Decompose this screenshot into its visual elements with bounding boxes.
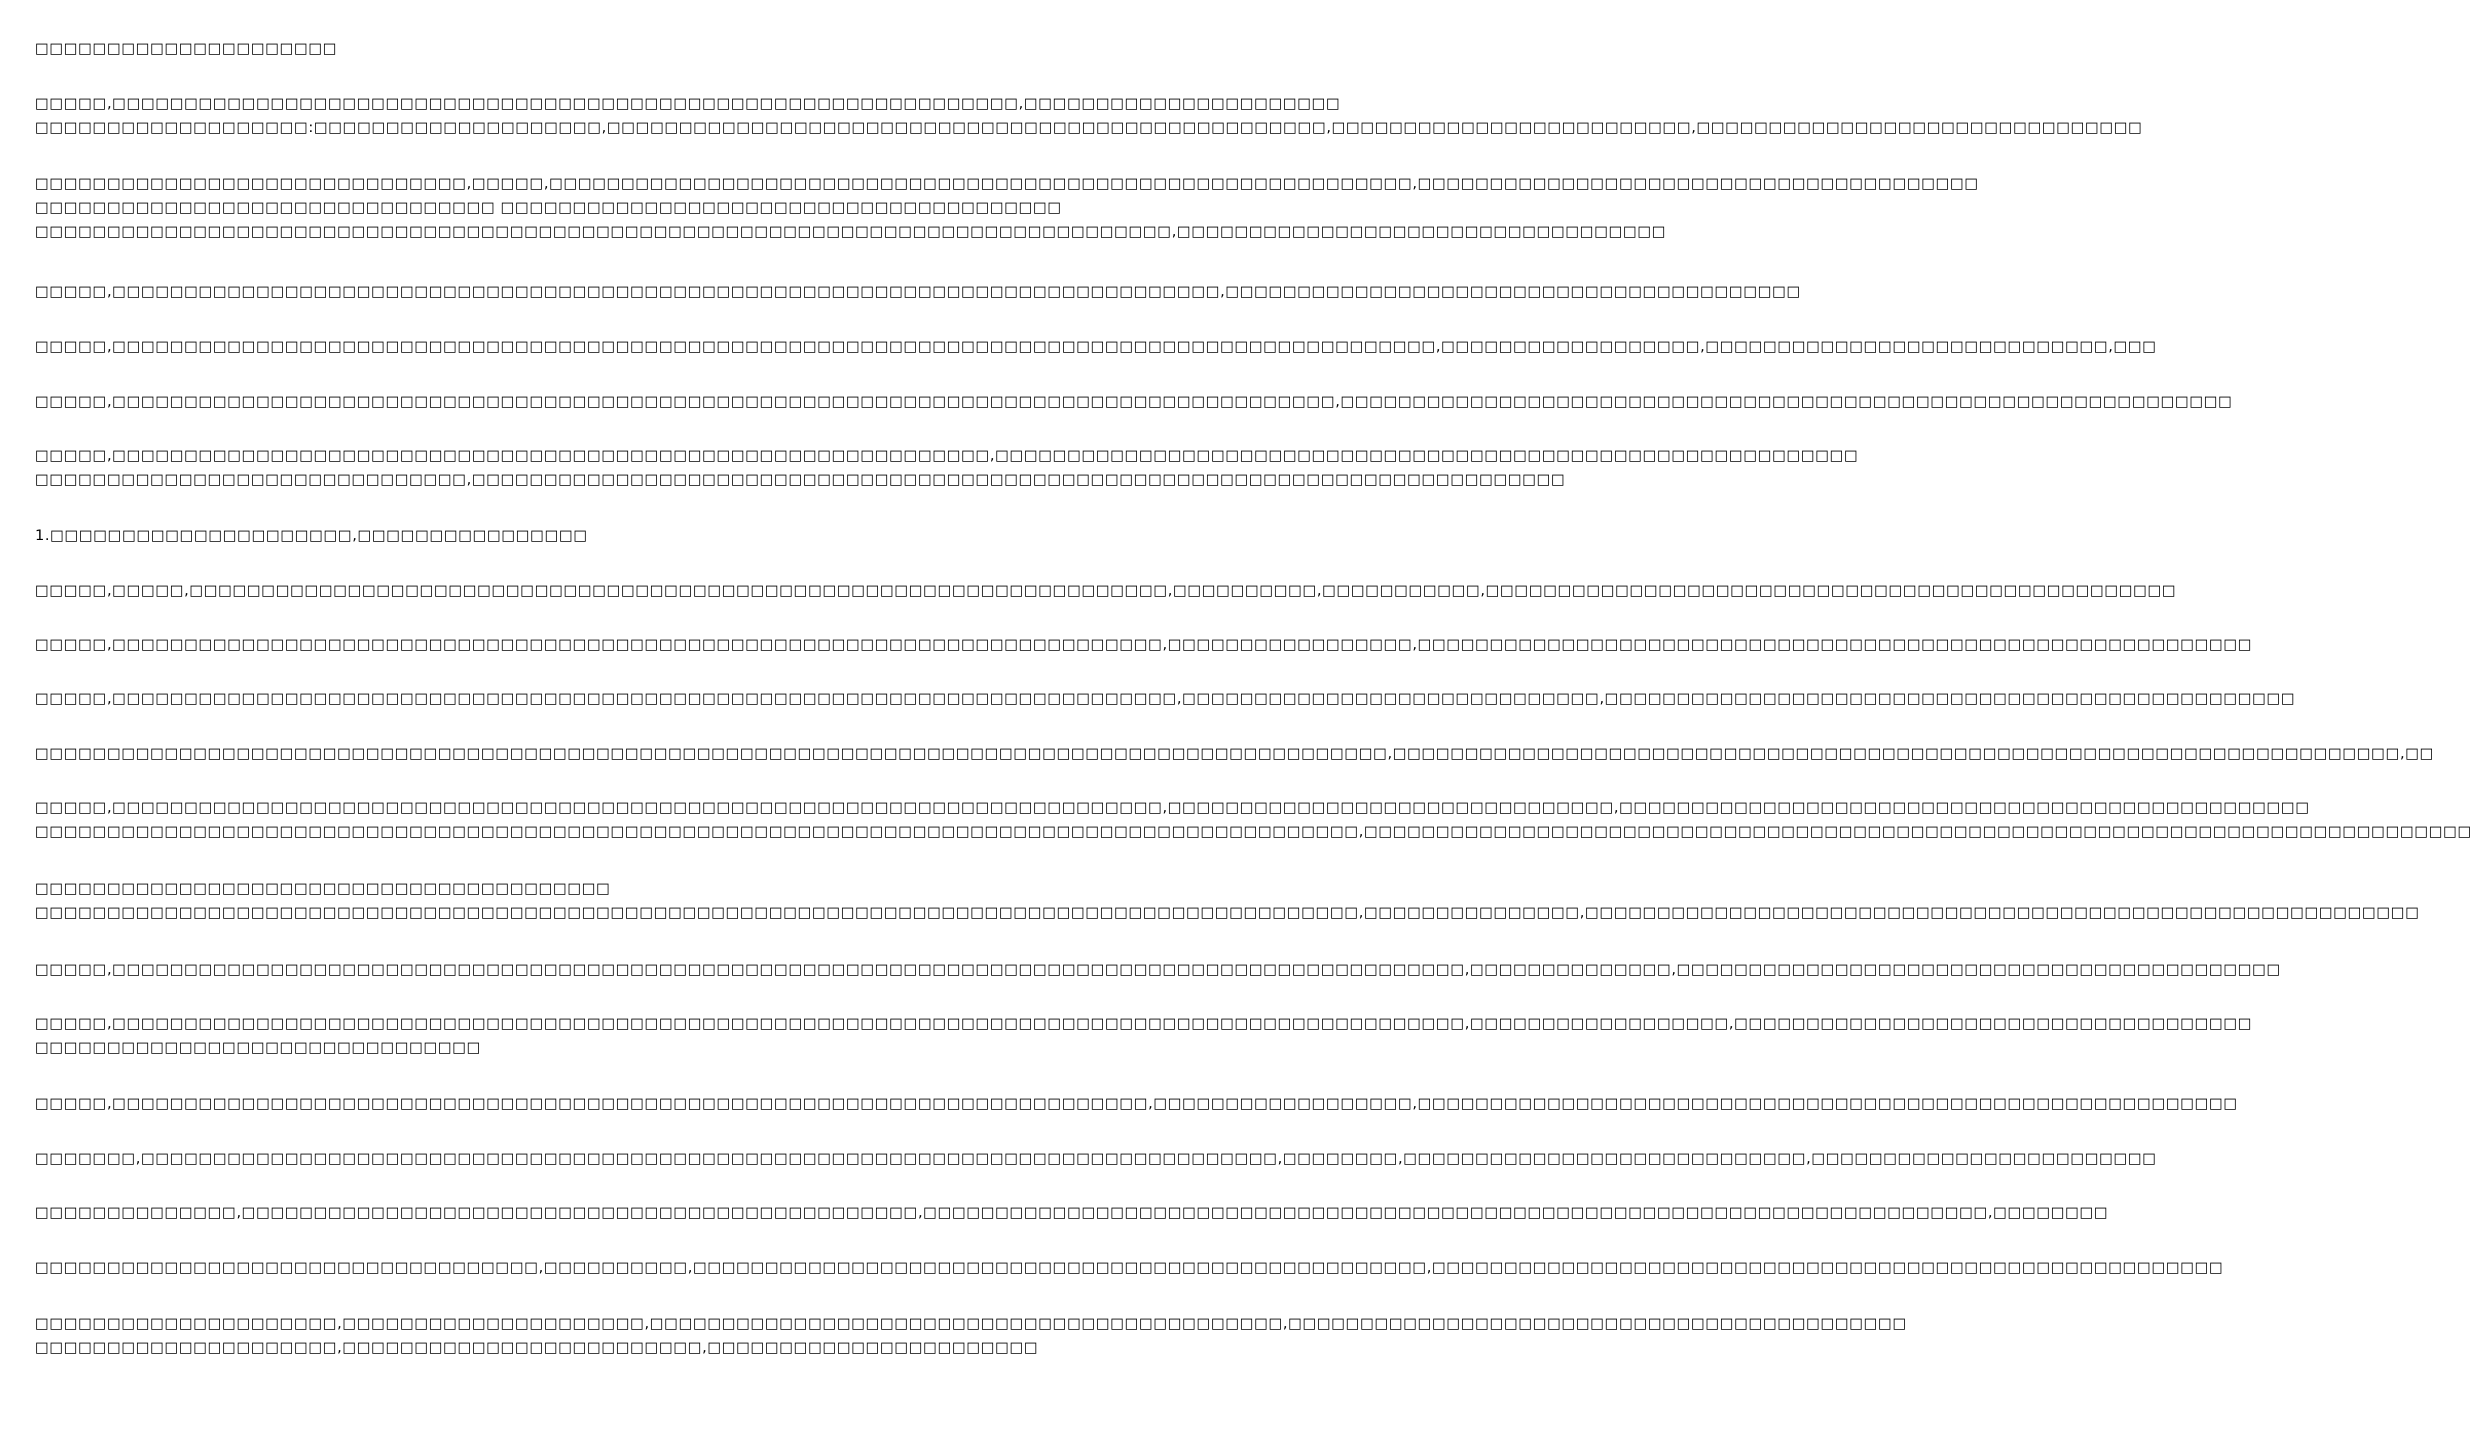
paragraph-line: □□□□□□□□□□□□□□□□□□□□□□□□□□□□□□□□□□□□□□□□□□□□□□□□□□□□□□□□□□□□□□□□□□□□□□□□□□□□□□□□□□□□□□□□□□□□□□,□□□□□□□□□□□□□□□□□□□□□□□□□□□□□□□□□□□□□□□□□□□□□□□□□□□□□□□□□□□□□□□□□□□□□□,□□ <box>35 745 2434 762</box>
paragraph-line: □□□□□□□□□□□□□□□□□□□□□,□□□□□□□□□□□□□□□□□□□□□,□□□□□□□□□□□□□□□□□□□□□□□□□□□□□□□□□□□□□□□□□□□□,□□□□□□□□□□□□□□□□□□□□□□□□□□□□□□□□□□□□□□□□□□□ <box>35 1315 1907 1332</box>
paragraph-line: 1.□□□□□□□□□□□□□□□□□□□□□,□□□□□□□□□□□□□□□□ <box>35 527 588 544</box>
paragraph-line: □□□□□□□□□□□□□□,□□□□□□□□□□□□□□□□□□□□□□□□□□□□□□□□□□□□□□□□□□□□□□□,□□□□□□□□□□□□□□□□□□□□□□□□□□□□□□□□□□□□□□□□□□□□□□□□□□□□□□□□□□□□□□□□□□□□□□□□□□,□□□□□□□□ <box>35 1204 2109 1221</box>
paragraph-line: □□□□□□□□□□□□□□□□□□□:□□□□□□□□□□□□□□□□□□□□,□□□□□□□□□□□□□□□□□□□□□□□□□□□□□□□□□□□□□□□□□□□□□□□□□□,□□□□□□□□□□□□□□□□□□□□□□□□□,□□□□□□□□□□□□□□□□□□□□□□□□□□□□□□□ <box>35 119 2143 136</box>
paragraph-line: □□□□□,□□□□□□□□□□□□□□□□□□□□□□□□□□□□□□□□□□□□□□□□□□□□□□□□□□□□□□□□□□□□□□□□□□□□□□□□,□□□□□□□□□□□□□□□□□□,□□□□□□□□□□□□□□□□□□□□□□□□□□□□□□□□□□□□□□□□□□□□□□□□□□□□□□□□□ <box>35 1095 2238 1112</box>
paragraph-line: □□□□□,□□□□□□□□□□□□□□□□□□□□□□□□□□□□□□□□□□□□□□□□□□□□□□□□□□□□□□□□□□□□□□□□□□□□□□□□□□□□□,□□□□□□□□□□□□□□□□□□□□□□□□□□□□□□□□□□□□□□□□ <box>35 283 1801 300</box>
paragraph-line: □□□□□□□□□□□□□□□□□□□□□□□□□□□□□□□□□□□□□□□□□□□□□□□□□□□□□□□□□□□□□□□□□□□□□□□□□□□□□□□,□□□□□□□□□□□□□□□□□□□□□□□□□□□□□□□□□□ <box>35 223 1667 240</box>
paragraph-line: □□□□□□□□□□□□□□□□□□□□□□□□□□□□□□,□□□□□,□□□□□□□□□□□□□□□□□□□□□□□□□□□□□□□□□□□□□□□□□□□□□□□□□□□□□□□□□□□□,□□□□□□□□□□□□□□□□□□□□□□□□□□□□□□□□□□□□□□□ <box>35 175 1979 192</box>
paragraph-line: □□□□□□□□□□□□□□□□□□□□□,□□□□□□□□□□□□□□□□□□□□□□□□□,□□□□□□□□□□□□□□□□□□□□□□□ <box>35 1339 1039 1356</box>
paragraph-line: □□□□□,□□□□□□□□□□□□□□□□□□□□□□□□□□□□□□□□□□□□□□□□□□□□□□□□□□□□□□□□□□□□□□□□□□□□□□□□□□□□□□□□□□□□□□□□□□□□□□,□□□□□□□□□□□□□□,□□□□□□□□□□□□□□□□□□□□□□□□□□□□□□□□□□□□□□□□□□ <box>35 961 2281 978</box>
paragraph-line: □□□□□,□□□□□□□□□□□□□□□□□□□□□□□□□□□□□□□□□□□□□□□□□□□□□□□□□□□□□□□□□□□□□□□□□□□□□□□□□□□□□□□□□□□□□,□□□□□□□□□□□□□□□□□□□□□□□□□□□□□□□□□□□□□□□□□□□□□□□□□□□□□□□□□□□□□□ <box>35 393 2233 410</box>
paragraph-line: □□□□□□□□□□□□□□□□□□□□□□□□□□□□□□,□□□□□□□□□□□□□□□□□□□□□□□□□□□□□□□□□□□□□□□□□□□□□□□□□□□□□□□□□□□□□□□□□□□□□□□□□□□□ <box>35 471 1566 488</box>
paragraph-line: □□□□□,□□□□□□□□□□□□□□□□□□□□□□□□□□□□□□□□□□□□□□□□□□□□□□□□□□□□□□□□□□□□□□□,□□□□□□□□□□□□□□□□□□□□□□ <box>35 95 1341 112</box>
paragraph-line: □□□□□□□□□□□□□□□□□□□□□□□□□□□□□□□□□□□□□□□□□□□□□□□□□□□□□□□□□□□□□□□□□□□□□□□□□□□□□□□□□□□□□□□□□□□□,□□□□□□□□□□□□□□□,□□□□□□□□□□□□□□□□□□□□□□□□□□□□□□□□□□□□□□□□□□□□□□□□□□□□□□□□□□ <box>35 904 2420 921</box>
paragraph-line: □□□□□□□□□□□□□□□□□□□□□□□□□□□□□□□□ □□□□□□□□□□□□□□□□□□□□□□□□□□□□□□□□□□□□□□□ <box>35 199 1062 216</box>
paragraph-line: □□□□□□□□□□□□□□□□□□□□□□□□□□□□□□□□□□□□□□□□□□□□□□□□□□□□□□□□□□□□□□□□□□□□□□□□□□□□□□□□□□□□□□□□□□□□,□□□□□□□□□□□□□□□□□□□□□□□□□□□□□□□□□□□□□□□□□□□□□□□□□□□□□□□□□□□□□□□□□□□□□□□□□□□□□ <box>35 823 2472 840</box>
paragraph-line: □□□□□□□□□□□□□□□□□□□□□ <box>35 40 338 57</box>
paragraph-line: □□□□□,□□□□□□□□□□□□□□□□□□□□□□□□□□□□□□□□□□□□□□□□□□□□□□□□□□□□□□□□□□□□□□□□□□□□□□□□□,□□□□□□□□□□□□□□□□□,□□□□□□□□□□□□□□□□□□□□□□□□□□□□□□□□□□□□□□□□□□□□□□□□□□□□□□□□□□ <box>35 636 2253 653</box>
paragraph-line: □□□□□□□□□□□□□□□□□□□□□□□□□□□□□□□□□□□□□□□□ <box>35 880 611 897</box>
paragraph-line: □□□□□,□□□□□□□□□□□□□□□□□□□□□□□□□□□□□□□□□□□□□□□□□□□□□□□□□□□□□□□□□□□□□□□□□□□□□□□□□□,□□□□□□□□□□□□□□□□□□□□□□□□□□□□□,□□□□□□□□□□□□□□□□□□□□□□□□□□□□□□□□□□□□□□□□□□□□□□□□ <box>35 690 2296 707</box>
paragraph-line: □□□□□□□□□□□□□□□□□□□□□□□□□□□□□□□ <box>35 1039 482 1056</box>
paragraph-line: □□□□□,□□□□□□□□□□□□□□□□□□□□□□□□□□□□□□□□□□□□□□□□□□□□□□□□□□□□□□□□□□□□□□□□□□□□□□□□□□□□□□□□□□□□□□□□□□□□,□□□□□□□□□□□□□□□□□□,□□□□□□□□□□□□□□□□□□□□□□□□□□□□,□□□ <box>35 338 2157 355</box>
paragraph-line: □□□□□,□□□□□□□□□□□□□□□□□□□□□□□□□□□□□□□□□□□□□□□□□□□□□□□□□□□□□□□□□□□□□□□□□□□□□□□□□□□□□□□□□□□□□□□□□□□□□□,□□□□□□□□□□□□□□□□□□,□□□□□□□□□□□□□□□□□□□□□□□□□□□□□□□□□□□□ <box>35 1015 2253 1032</box>
paragraph-line: □□□□□□□,□□□□□□□□□□□□□□□□□□□□□□□□□□□□□□□□□□□□□□□□□□□□□□□□□□□□□□□□□□□□□□□□□□□□□□□□□□□□□□□,□□□□□□□□,□□□□□□□□□□□□□□□□□□□□□□□□□□□□,□□□□□□□□□□□□□□□□□□□□□□□□ <box>35 1150 2157 1167</box>
paragraph-line: □□□□□,□□□□□,□□□□□□□□□□□□□□□□□□□□□□□□□□□□□□□□□□□□□□□□□□□□□□□□□□□□□□□□□□□□□□□□□□□□,□□□□□□□□□□,□□□□□□□□□□□,□□□□□□□□□□□□□□□□□□□□□□□□□□□□□□□□□□□□□□□□□□□□□□□□ <box>35 582 2177 599</box>
paragraph-line: □□□□□□□□□□□□□□□□□□□□□□□□□□□□□□□□□□□,□□□□□□□□□□,□□□□□□□□□□□□□□□□□□□□□□□□□□□□□□□□□□□□□□□□□□□□□□□□□□□,□□□□□□□□□□□□□□□□□□□□□□□□□□□□□□□□□□□□□□□□□□□□□□□□□□□□□□□ <box>35 1259 2224 1276</box>
paragraph-line: □□□□□,□□□□□□□□□□□□□□□□□□□□□□□□□□□□□□□□□□□□□□□□□□□□□□□□□□□□□□□□□□□□□,□□□□□□□□□□□□□□□□□□□□□□□□□□□□□□□□□□□□□□□□□□□□□□□□□□□□□□□□□□□□ <box>35 447 1859 464</box>
paragraph-line: □□□□□,□□□□□□□□□□□□□□□□□□□□□□□□□□□□□□□□□□□□□□□□□□□□□□□□□□□□□□□□□□□□□□□□□□□□□□□□□,□□□□□□□□□□□□□□□□□□□□□□□□□□□□□□□,□□□□□□□□□□□□□□□□□□□□□□□□□□□□□□□□□□□□□□□□□□□□□□□□ <box>35 799 2310 816</box>
